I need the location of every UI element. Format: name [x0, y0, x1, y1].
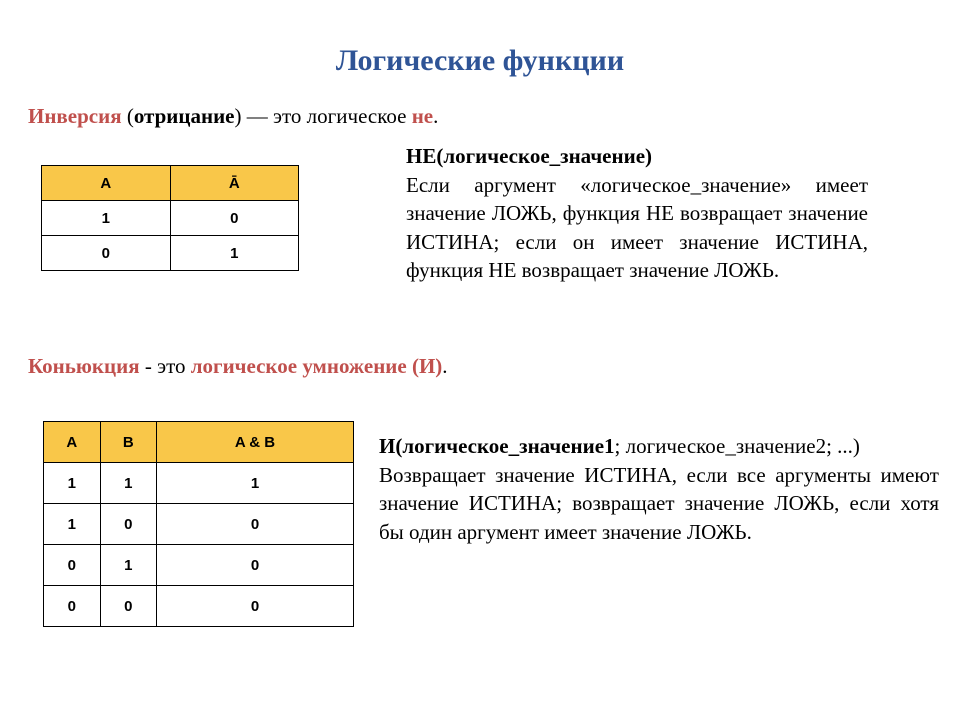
- and-signature-rest: ; логическое_значение2; ...): [614, 434, 860, 458]
- table-cell: 0: [157, 504, 354, 545]
- table-cell: 1: [157, 463, 354, 504]
- inversion-synonym: отрицание: [133, 104, 235, 128]
- table-cell: 1: [42, 201, 171, 236]
- not-function-description: [406, 142, 868, 285]
- table-header-cell: Ā: [170, 166, 299, 201]
- inversion-keyword: не: [411, 104, 434, 128]
- inversion-term: Инверсия: [28, 104, 122, 128]
- table-cell: 1: [100, 463, 157, 504]
- conjunction-definition: [28, 354, 448, 379]
- and-function-signature: [379, 432, 939, 461]
- inversion-open-paren: (: [126, 104, 134, 128]
- table-cell: 0: [170, 201, 299, 236]
- table-cell: 1: [100, 545, 157, 586]
- inversion-end: .: [433, 104, 439, 128]
- table-row: [44, 463, 354, 504]
- table-cell: 0: [100, 586, 157, 627]
- table-row: [42, 236, 299, 271]
- and-function-text: Возвращает значение ИСТИНА, если все аргументы имеют значение ИСТИНА; возвращает значение ЛОЖЬ, если хотя бы один аргумент имеет значение ЛОЖЬ.: [379, 462, 939, 544]
- not-function-text: Если аргумент «логическое_значение» имеет значение ЛОЖЬ, функция НЕ возвращает значение ИСТИНА; если он имеет значение ИСТИНА, функция НЕ возвращает значение ЛОЖЬ.: [406, 172, 868, 282]
- conjunction-middle-text: - это: [139, 354, 191, 378]
- and-function-description: [379, 432, 939, 546]
- conjunction-term: Коньюкция: [28, 354, 140, 378]
- table-cell: 0: [44, 586, 101, 627]
- table-row: [44, 586, 354, 627]
- table-cell: 0: [157, 586, 354, 627]
- table-cell: 1: [44, 504, 101, 545]
- table-row: [44, 545, 354, 586]
- table-row: [44, 504, 354, 545]
- table-cell: 0: [44, 545, 101, 586]
- table-cell: 1: [44, 463, 101, 504]
- not-function-signature: НЕ(логическое_значение): [406, 144, 653, 168]
- table-row: [42, 201, 299, 236]
- table-cell: 0: [100, 504, 157, 545]
- and-signature-bold: И(логическое_значение1: [379, 434, 615, 458]
- inversion-definition: [28, 104, 438, 129]
- conjunction-end: .: [442, 354, 448, 378]
- and-truth-table: [43, 421, 354, 627]
- table-header-cell: A & B: [157, 422, 354, 463]
- table-header-cell: A: [42, 166, 171, 201]
- table-cell: 0: [157, 545, 354, 586]
- page-title: Логические функции: [335, 44, 625, 77]
- table-header-cell: B: [100, 422, 157, 463]
- table-header-row: [42, 166, 299, 201]
- not-truth-table: [41, 165, 299, 271]
- conjunction-keyword: логическое умножение (И): [190, 354, 443, 378]
- table-header-row: [44, 422, 354, 463]
- table-cell: 1: [170, 236, 299, 271]
- table-header-cell: A: [44, 422, 101, 463]
- table-cell: 0: [42, 236, 171, 271]
- inversion-middle-text: ) — это логическое: [234, 104, 412, 128]
